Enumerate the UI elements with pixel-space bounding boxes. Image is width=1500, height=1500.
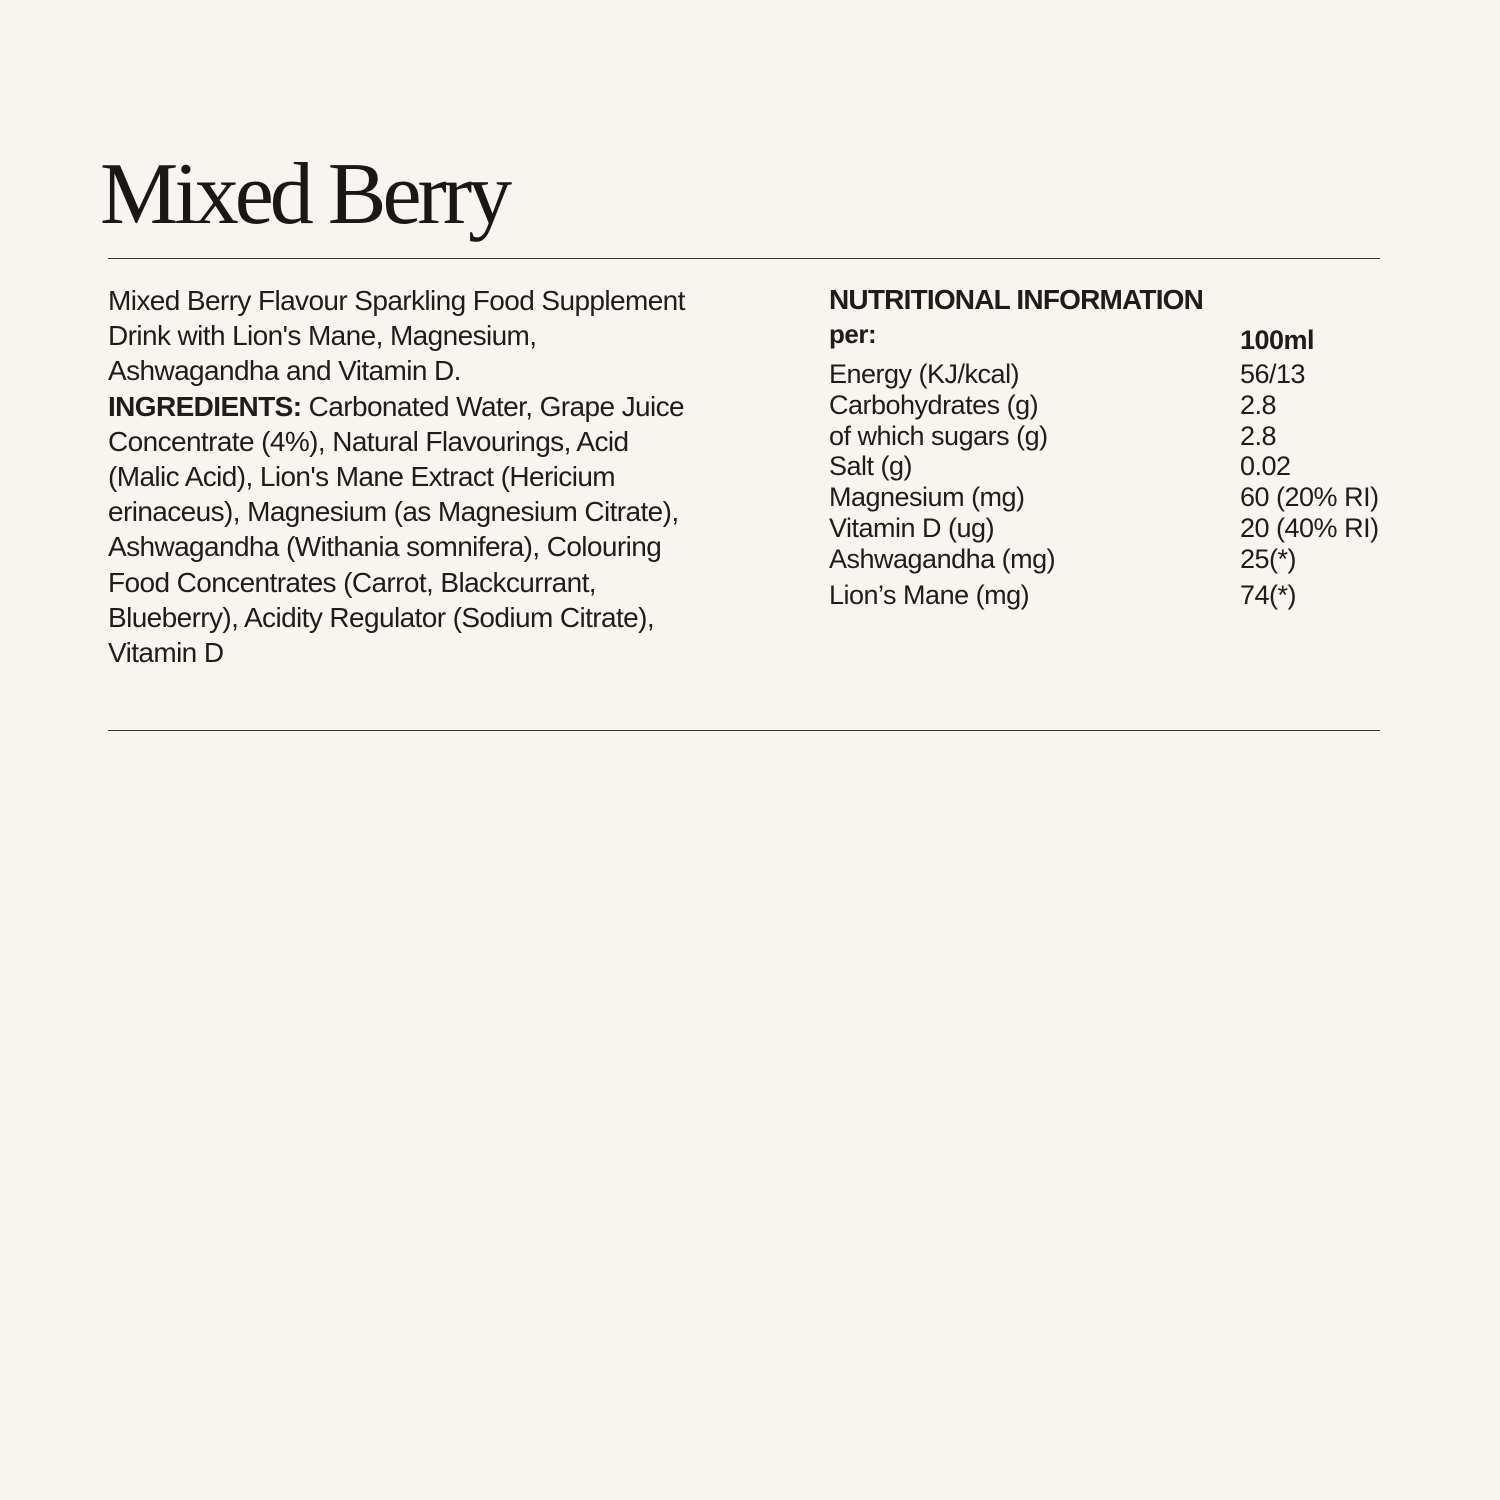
nutrient-value: 60 (20% RI) [1240,482,1379,513]
nutrition-table [829,359,1389,610]
per-label: per: [829,319,877,349]
nutrition-row [829,482,1389,513]
nutrition-row [829,451,1389,482]
nutrient-name: Magnesium (mg) [829,482,1025,513]
nutrition-row [829,513,1389,544]
nutrient-value: 25(*) [1240,543,1297,574]
nutrition-row [829,544,1389,575]
nutrient-name: of which sugars (g) [829,420,1048,451]
ingredients-section [108,283,688,670]
nutrient-name: Ashwagandha (mg) [829,543,1056,574]
nutrient-name: Lion’s Mane (mg) [829,579,1030,610]
nutrient-value: 56/13 [1240,359,1306,389]
nutrition-panel [829,283,1389,610]
nutrient-name: Vitamin D (ug) [829,512,995,543]
nutrition-title: NUTRITIONAL INFORMATION [829,284,1204,315]
nutrition-row [829,421,1389,452]
nutrition-row [829,580,1389,611]
nutrition-row [829,390,1389,421]
nutrient-value: 74(*) [1240,579,1297,610]
product-description [108,283,688,670]
nutrient-value: 2.8 [1240,420,1277,451]
per-unit: 100ml [1240,325,1315,355]
ingredients-label: INGREDIENTS: [108,390,302,422]
bottom-divider [108,730,1380,731]
description-text: Mixed Berry Flavour Sparkling Food Supplement Drink with Lion's Mane, Magnesium, Ashwagandha and Vitamin D. [108,285,685,387]
nutrition-header [829,317,1389,359]
nutrient-value: 0.02 [1240,451,1291,482]
top-divider [108,258,1380,259]
nutrient-value: 2.8 [1240,389,1277,420]
ingredients-text: Carbonated Water, Grape Juice Concentrate (4%), Natural Flavourings, Acid (Malic Acid), Lion's Mane Extract (Hericium erinaceus), Magnesium (as Magnesium Citrate), Ashwagandha (Withania somnifera), Colouring Food Concentrates (Carrot, Blackcurrant, Blueberry), Acidity Regulator (Sodium Citrate), Vitamin D [108,390,684,669]
nutrient-name: Salt (g) [829,451,913,482]
nutrition-row [829,359,1389,390]
nutrient-value: 20 (40% RI) [1240,512,1379,543]
product-title: Mixed Berry [100,146,509,243]
nutrient-name: Energy (KJ/kcal) [829,359,1020,389]
nutrient-name: Carbohydrates (g) [829,389,1039,420]
